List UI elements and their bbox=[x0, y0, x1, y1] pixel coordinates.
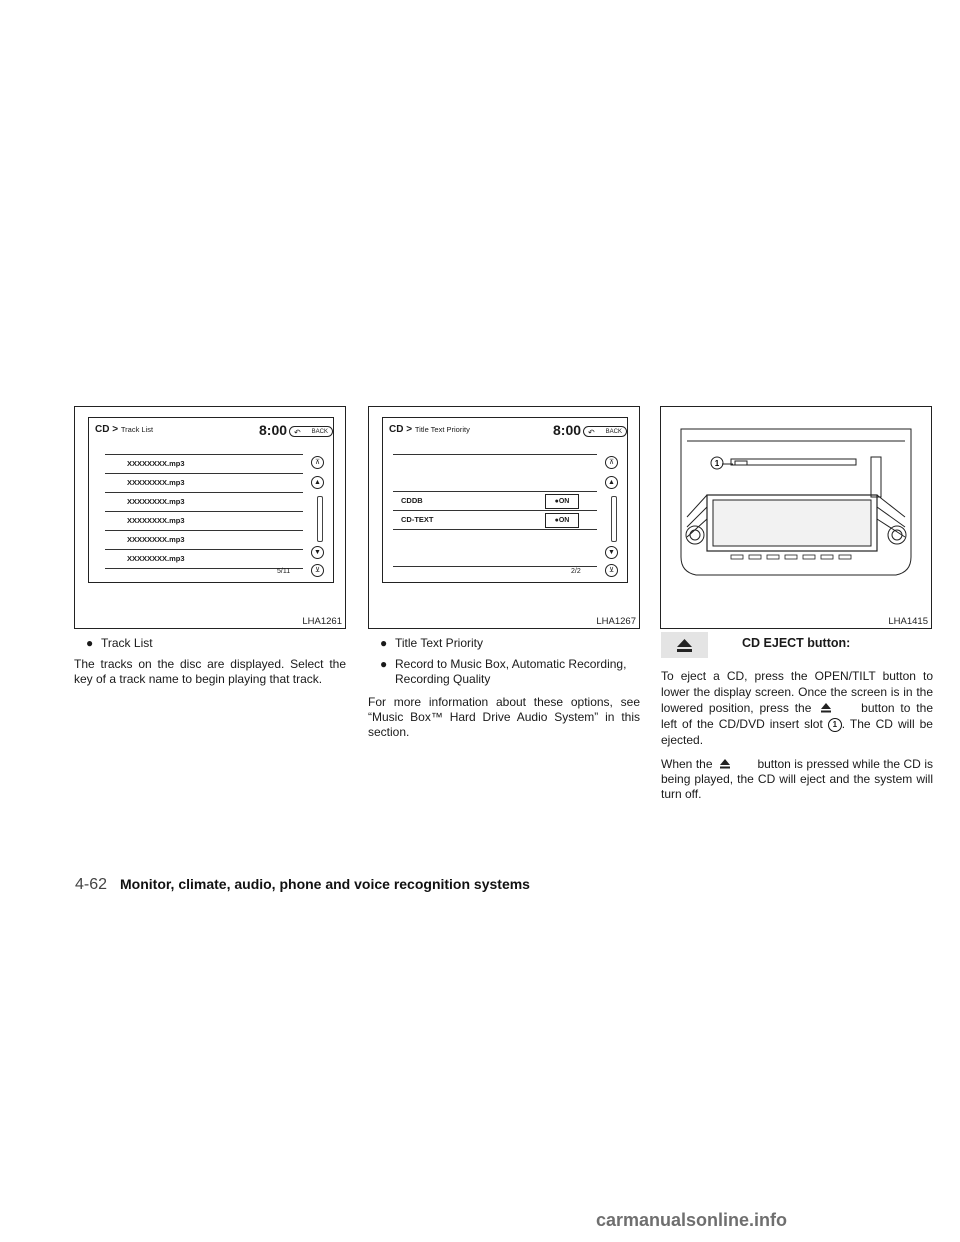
back-button[interactable]: ↶ BACK bbox=[583, 426, 627, 437]
page-indicator: 2/2 bbox=[571, 568, 581, 575]
list-item[interactable]: XXXXXXXX.mp3 bbox=[105, 493, 303, 512]
callout-number: 1 bbox=[828, 718, 842, 732]
settings-list bbox=[393, 454, 597, 567]
paragraph: To eject a CD, press the OPEN/TILT button to lower the display screen. Once the screen is in the lowered position, press the button to the left of the CD/DVD insert slot 1 . The CD will be ejected. bbox=[661, 669, 933, 747]
list-item-cddb[interactable]: CDDB bbox=[393, 492, 597, 511]
figure-code: LHA1261 bbox=[302, 616, 342, 627]
screen-title: CD > Title Text Priority bbox=[389, 424, 470, 435]
eject-icon bbox=[817, 702, 855, 716]
paragraph: The tracks on the disc are displayed. Select the key of a track name to begin playing that track. bbox=[74, 657, 346, 686]
callout-number: 1 bbox=[714, 459, 720, 468]
back-arrow-icon: ↶ bbox=[294, 428, 301, 437]
cd-text-toggle[interactable]: ●ON bbox=[545, 513, 579, 528]
list-item[interactable]: XXXXXXXX.mp3 bbox=[105, 531, 303, 550]
eject-icon bbox=[661, 632, 708, 658]
page-number: 4-62 bbox=[75, 876, 108, 893]
scroll-down-icon[interactable]: ▼ bbox=[311, 546, 324, 559]
scrollbar[interactable] bbox=[611, 496, 617, 542]
empty-row bbox=[393, 530, 597, 567]
paragraph: When the button is pressed while the CD is being played, the CD will eject and the system will turn off. bbox=[661, 757, 933, 801]
section-heading: CD EJECT button: bbox=[742, 636, 851, 650]
bullet-item: ● Title Text Priority bbox=[380, 636, 484, 650]
clock: 8:00 bbox=[553, 422, 582, 438]
bullet-icon: ● bbox=[380, 636, 388, 650]
empty-row bbox=[393, 455, 597, 492]
scroll-bottom-icon[interactable]: ⊻ bbox=[311, 564, 324, 577]
head-unit-illustration bbox=[661, 407, 931, 607]
scroll-top-icon[interactable]: ⊼ bbox=[605, 456, 618, 469]
figure-code: LHA1267 bbox=[596, 616, 636, 627]
clock: 8:00 bbox=[259, 422, 288, 438]
eject-icon bbox=[716, 758, 754, 772]
scroll-bottom-icon[interactable]: ⊻ bbox=[605, 564, 618, 577]
list-item[interactable]: XXXXXXXX.mp3 bbox=[105, 550, 303, 569]
back-button[interactable]: ↶ BACK bbox=[289, 426, 333, 437]
list-item[interactable]: XXXXXXXX.mp3 bbox=[105, 455, 303, 474]
section-title: Monitor, climate, audio, phone and voice recognition systems bbox=[120, 876, 530, 892]
back-arrow-icon: ↶ bbox=[588, 428, 595, 437]
list-item[interactable]: XXXXXXXX.mp3 bbox=[105, 474, 303, 493]
screen-title: CD > Track List bbox=[95, 424, 154, 435]
list-item[interactable]: XXXXXXXX.mp3 bbox=[105, 512, 303, 531]
scroll-down-icon[interactable]: ▼ bbox=[605, 546, 618, 559]
bullet-icon: ● bbox=[380, 657, 388, 671]
indicator-dot-icon: ● bbox=[554, 498, 559, 505]
page-indicator: 5/11 bbox=[277, 568, 291, 575]
track-list bbox=[105, 454, 303, 569]
bullet-icon: ● bbox=[86, 636, 94, 650]
indicator-dot-icon: ● bbox=[554, 517, 559, 524]
bullet-item: ● Track List bbox=[86, 636, 153, 650]
scroll-up-icon[interactable]: ▲ bbox=[605, 476, 618, 489]
scroll-top-icon[interactable]: ⊼ bbox=[311, 456, 324, 469]
cddb-toggle[interactable]: ●ON bbox=[545, 494, 579, 509]
watermark: carmanualsonline.info bbox=[596, 1210, 788, 1230]
scrollbar[interactable] bbox=[317, 496, 323, 542]
figure-code: LHA1415 bbox=[888, 616, 928, 627]
figure-title-text-priority bbox=[368, 406, 640, 629]
display-screen bbox=[88, 417, 334, 583]
paragraph: For more information about these options, see “Music Box™ Hard Drive Audio System” in this section. bbox=[368, 695, 640, 739]
scroll-up-icon[interactable]: ▲ bbox=[311, 476, 324, 489]
figure-track-list bbox=[74, 406, 346, 629]
bullet-item: ● Record to Music Box, Automatic Recording, Recording Quality bbox=[380, 657, 627, 686]
display-screen bbox=[382, 417, 628, 583]
eject-button-icon bbox=[661, 632, 708, 658]
figure-head-unit bbox=[660, 406, 932, 629]
list-item-cd-text[interactable]: CD-TEXT bbox=[393, 511, 597, 530]
